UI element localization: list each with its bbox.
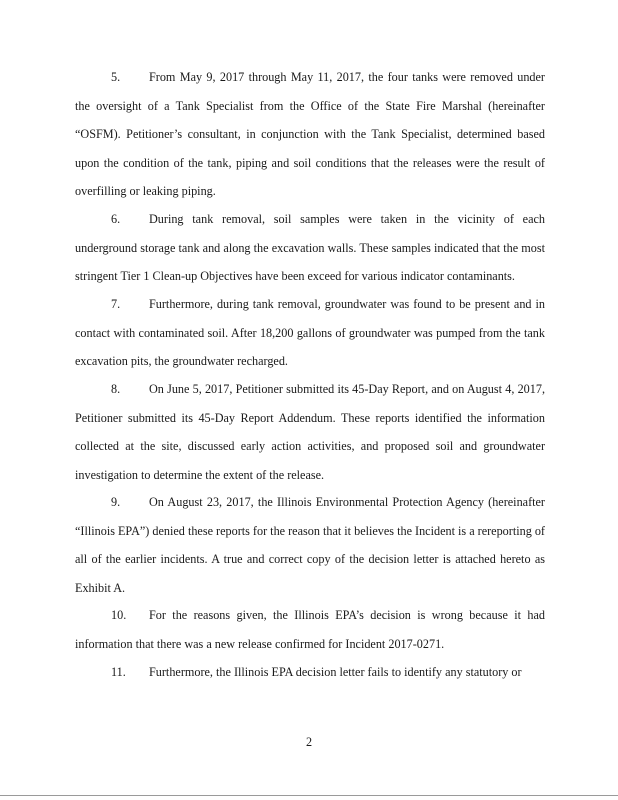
paragraph-text: From May 9, 2017 through May 11, 2017, the four tanks were removed under the oversight of a Tank Specialist from the Office of the State Fire Marshal (hereinafter “OSFM). Petitioner’s consultant, in conjunction with the Tank Specialist, determined based upon the condition of the tank, piping and soil conditions that the releases were the result of overfilling or leaking piping.	[75, 70, 545, 199]
paragraph-text: Furthermore, the Illinois EPA decision letter fails to identify any statutory or	[149, 665, 522, 679]
paragraph-5	[75, 63, 545, 206]
paragraph-11	[75, 658, 545, 687]
paragraph-6	[75, 205, 545, 291]
paragraph-number: 6.	[111, 212, 121, 226]
paragraph-number: 8.	[111, 382, 121, 396]
paragraph-text: During tank removal, soil samples were taken in the vicinity of each underground storage tank and along the excavation walls. These samples indicated that the most stringent Tier 1 Clean-up Objectives have been exceed for various indicator contaminants.	[75, 212, 545, 284]
paragraph-number: 11.	[111, 665, 126, 679]
paragraph-10	[75, 601, 545, 658]
page-bottom-divider	[0, 795, 618, 796]
paragraph-9	[75, 488, 545, 602]
paragraph-number: 10.	[111, 608, 127, 622]
paragraph-number: 9.	[111, 495, 121, 509]
paragraph-text: For the reasons given, the Illinois EPA’s decision is wrong because it had information that there was a new release confirmed for Incident 2017-0271.	[75, 608, 545, 651]
paragraph-number: 5.	[111, 70, 121, 84]
paragraph-8	[75, 375, 545, 489]
paragraph-text: Furthermore, during tank removal, groundwater was found to be present and in contact with contaminated soil. After 18,200 gallons of groundwater was pumped from the tank excavation pits, the groundwater recharged.	[75, 297, 545, 369]
paragraph-7	[75, 290, 545, 376]
page-number: 2	[305, 735, 313, 749]
paragraph-number: 7.	[111, 297, 121, 311]
paragraph-text: On August 23, 2017, the Illinois Environmental Protection Agency (hereinafter “Illinois EPA”) denied these reports for the reason that it believes the Incident is a rereporting of all of the earlier incidents. A true and correct copy of the decision letter is attached hereto as Exhibit A.	[75, 495, 545, 595]
paragraph-text: On June 5, 2017, Petitioner submitted its 45-Day Report, and on August 4, 2017, Petitioner submitted its 45-Day Report Addendum. These reports identified the information collected at the site, discussed early action activities, and proposed soil and groundwater investigation to determine the extent of the release.	[75, 382, 545, 482]
